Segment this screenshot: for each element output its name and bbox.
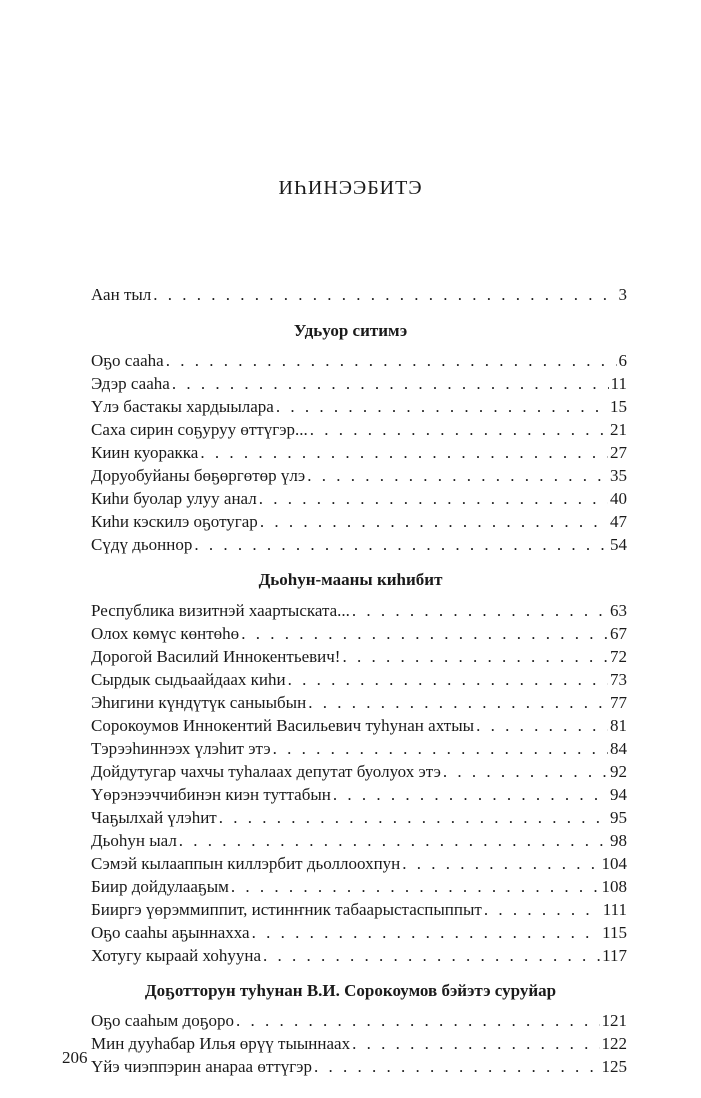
toc-entry-page: 40 — [610, 489, 627, 508]
toc-entry-page: 54 — [610, 535, 627, 554]
toc-entry — [91, 760, 627, 784]
dot-leader — [314, 1055, 600, 1079]
section-heading: Дьоһун-мааны киһибит — [258, 570, 443, 589]
toc-entry-page: 63 — [610, 601, 627, 620]
dot-leader — [308, 691, 608, 715]
toc-entry-title: Киһи кэскилэ оҕотугар — [91, 512, 258, 531]
toc-entry — [91, 418, 627, 442]
toc-entry-title: Бииргэ үөрэммиппит, истинҥник табаарыстаспыппыт — [91, 900, 482, 919]
toc-entry-page: 67 — [610, 624, 627, 643]
toc-entry — [91, 806, 627, 830]
dot-leader — [179, 829, 608, 853]
toc-entry-title: Сорокоумов Иннокентий Васильевич туһунан ахтыы — [91, 716, 475, 735]
toc-entry-page: 72 — [610, 647, 627, 666]
toc-entry-page: 6 — [618, 351, 627, 370]
toc-entry — [91, 668, 627, 692]
toc-entry-title: Олох көмүс көнтөһө — [91, 624, 240, 643]
toc-entry-title: Аан тыл — [91, 285, 152, 304]
toc-entry-page: 94 — [610, 785, 627, 804]
dot-leader — [333, 783, 608, 807]
toc-entry-title: Доруобуйаны бөҕөргөтөр үлэ — [91, 466, 306, 485]
toc-entry-title: Биир дойдулааҕым — [91, 877, 229, 896]
dot-leader — [402, 852, 599, 876]
dot-leader — [276, 395, 608, 419]
toc-entry — [91, 645, 627, 669]
toc-entry-page: 95 — [610, 808, 627, 827]
toc-entry — [91, 1032, 627, 1056]
dot-leader — [231, 875, 600, 899]
section-heading: Удьуор ситимэ — [293, 321, 408, 340]
toc-entry — [91, 944, 627, 968]
toc-entry-title: Сүдү дьоннор — [91, 535, 193, 554]
toc-entry — [91, 441, 627, 465]
dot-leader — [153, 283, 616, 307]
toc-entry-title: Хотугу кыраай хоһууна — [91, 946, 262, 965]
contents-title: ИҺИНЭЭБИТЭ — [278, 177, 423, 199]
toc-entry-title: Сэмэй кылааппын киллэрбит дьоллоохпун — [91, 854, 401, 873]
toc-entry-page: 92 — [610, 762, 627, 781]
toc-entry-intro — [91, 283, 627, 307]
toc-entry-title: Эдэр сааһа — [91, 374, 170, 393]
toc-entry-title: Оҕо сааһа — [91, 351, 164, 370]
toc-entry-page: 3 — [618, 285, 627, 304]
dot-leader — [236, 1009, 600, 1033]
toc-entry-title: Оҕо сааһы аҕыннахха — [91, 923, 250, 942]
dot-leader — [172, 372, 609, 396]
toc-entry-page: 15 — [610, 397, 627, 416]
toc-entry-page: 104 — [601, 854, 627, 873]
toc-entry-title: Үөрэнээччибинэн киэн туттабын — [91, 785, 331, 804]
toc-entry-title: Киһи буолар улуу анал — [91, 489, 257, 508]
toc-entry — [91, 349, 627, 373]
toc-entry-page: 125 — [601, 1057, 627, 1076]
toc-entry-title: Сырдык сыдьаайдаах киһи — [91, 670, 286, 689]
toc-entry-title: Республика визитнэй хаартыската... — [91, 601, 350, 620]
toc-entry-page: 111 — [602, 900, 627, 919]
dot-leader — [307, 464, 608, 488]
toc-entry — [91, 852, 627, 876]
toc-entry — [91, 622, 627, 646]
toc-entry — [91, 921, 627, 945]
toc-entry-page: 115 — [602, 923, 627, 942]
toc-entry-page: 35 — [610, 466, 627, 485]
toc-entry — [91, 1009, 627, 1033]
toc-entry — [91, 898, 627, 922]
section-heading: Доҕотторун туһунан В.И. Сорокоумов бэйэтэ суруйар — [144, 981, 557, 1000]
toc-entry-page: 108 — [601, 877, 627, 896]
toc-entry-title: Тэрээһиннээх үлэһит этэ — [91, 739, 271, 758]
toc-entry — [91, 691, 627, 715]
toc-entry-page: 121 — [601, 1011, 627, 1030]
toc-entry — [91, 487, 627, 511]
dot-leader — [219, 806, 608, 830]
toc-entry — [91, 533, 627, 557]
toc-entry-title: Киин куоракка — [91, 443, 199, 462]
toc-entry-page: 73 — [610, 670, 627, 689]
toc-entry — [91, 510, 627, 534]
toc-entry — [91, 875, 627, 899]
dot-leader — [443, 760, 608, 784]
toc-entry-title: Дойдутугар чахчы туһалаах депутат буолуох этэ — [91, 762, 441, 781]
toc-entry-page: 77 — [610, 693, 627, 712]
toc-entry-page: 98 — [610, 831, 627, 850]
toc-entry-title: Дьоһун ыал — [91, 831, 177, 850]
toc-entry — [91, 1055, 627, 1079]
toc-entry-title: Эһигини күндүтүк саныыбын — [91, 693, 307, 712]
dot-leader — [259, 487, 608, 511]
toc-entry — [91, 714, 627, 738]
toc-entry — [91, 737, 627, 761]
toc-entry-page: 117 — [602, 946, 627, 965]
dot-leader — [166, 349, 617, 373]
toc-entry-page: 21 — [610, 420, 627, 439]
dot-leader — [194, 533, 608, 557]
dot-leader — [352, 599, 608, 623]
toc-entry-page: 47 — [610, 512, 627, 531]
toc-entry-title: Үйэ чиэппэрин анараа өттүгэр — [91, 1057, 312, 1076]
dot-leader — [310, 418, 608, 442]
toc-entry — [91, 599, 627, 623]
toc-entry — [91, 783, 627, 807]
dot-leader — [273, 737, 608, 761]
toc-entry-title: Саха сирин соҕуруу өттүгэр... — [91, 420, 308, 439]
toc-entry-page: 11 — [610, 374, 627, 393]
dot-leader — [252, 921, 601, 945]
toc-entry — [91, 464, 627, 488]
toc-entry — [91, 372, 627, 396]
dot-leader — [260, 510, 608, 534]
toc-entry-title: Чаҕылхай үлэһит — [91, 808, 217, 827]
dot-leader — [288, 668, 608, 692]
dot-leader — [352, 1032, 599, 1056]
toc-entry-page: 122 — [601, 1034, 627, 1053]
page-number: 206 — [62, 1048, 88, 1067]
toc-entry — [91, 829, 627, 853]
dot-leader — [342, 645, 608, 669]
toc-entry-title: Мин дууһабар Илья өрүү тыыннаах — [91, 1034, 351, 1053]
toc-entry-title: Үлэ бастакы хардыылара — [91, 397, 274, 416]
dot-leader — [484, 898, 601, 922]
dot-leader — [263, 944, 600, 968]
toc-entry-title: Дорогой Василий Иннокентьевич! — [91, 647, 341, 666]
dot-leader — [200, 441, 608, 465]
toc-entry — [91, 395, 627, 419]
toc-entry-page: 27 — [610, 443, 627, 462]
toc-entry-page: 84 — [610, 739, 627, 758]
toc-entry-title: Оҕо сааһым доҕоро — [91, 1011, 234, 1030]
toc-entry-page: 81 — [610, 716, 627, 735]
dot-leader — [476, 714, 608, 738]
dot-leader — [241, 622, 608, 646]
